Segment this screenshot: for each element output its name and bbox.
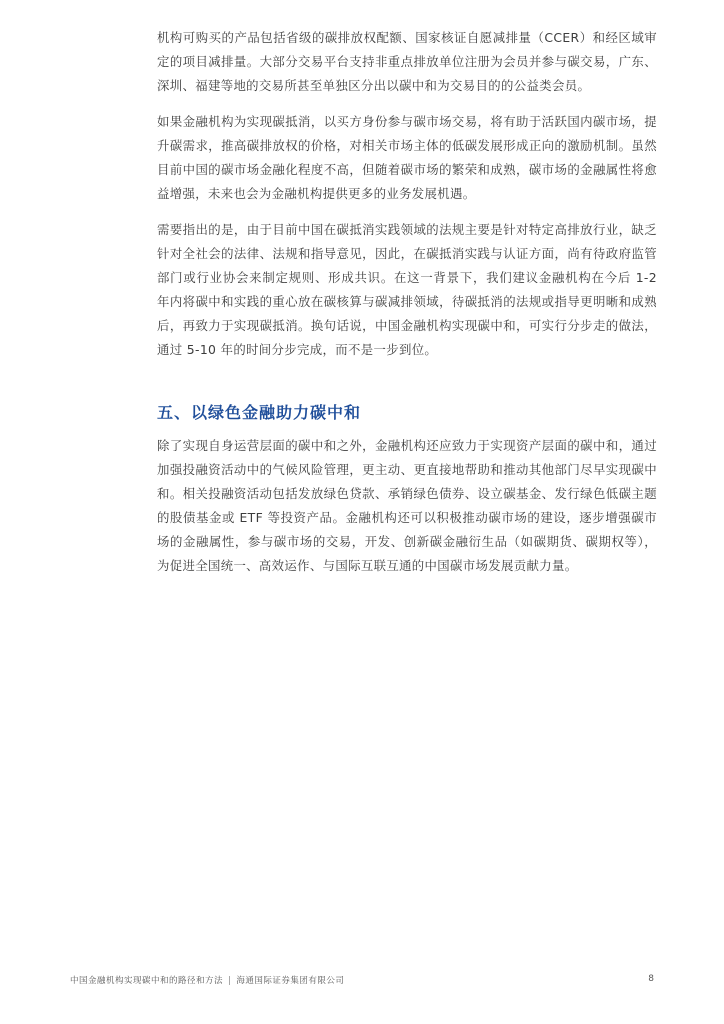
body-paragraph-1: 机构可购买的产品包括省级的碳排放权配额、国家核证自愿减排量（CCER）和经区域审定的项目减排量。大部分交易平台支持非重点排放单位注册为会员并参与碳交易，广东、深圳、福建等地的交易所甚至单独区分出以碳中和为交易目的的公益类会员。 — [157, 30, 657, 93]
footer-separator: | — [228, 976, 232, 986]
footer-source — [70, 974, 344, 986]
section-paragraph: 除了实现自身运营层面的碳中和之外，金融机构还应致力于实现资产层面的碳中和，通过加强投融资活动中的气候风险管理，更主动、更直接地帮助和推动其他部门尽早实现碳中和。相关投融资活动包括发放绿色贷款、承销绿色债券、设立碳基金、发行绿色低碳主题的股债基金或 ETF 等投资产品。金融机构还可以积极推动碳市场的建设，逐步增强碳市场的金融属性，参与碳市场的交易，开发、创新碳金融衍生品（如碳期货、碳期权等），为促进全国统一、高效运作、与国际互联互通的中国碳市场发展贡献力量。 — [157, 438, 657, 573]
section-heading: 五、以绿色金融助力碳中和 — [157, 403, 362, 422]
footer-company: 海通国际证券集团有限公司 — [236, 976, 345, 986]
footer-report-title: 中国金融机构实现碳中和的路径和方法 — [70, 976, 224, 986]
main-content — [157, 26, 657, 590]
body-paragraph-3: 需要指出的是，由于目前中国在碳抵消实践领域的法规主要是针对特定高排放行业，缺乏针对全社会的法律、法规和指导意见，因此，在碳抵消实践与认证方面，尚有待政府监管部门或行业协会来制定规则、形成共识。在这一背景下，我们建议金融机构在今后 1-2 年内将碳中和实践的重心放在碳核算与碳减排领域，待碳抵消的法规或指导更明晰和成熟后，再致力于实现碳抵消。换句话说，中国金融机构实现碳中和，可实行分步走的做法，通过 5-10 年的时间分步完成，而不是一步到位。 — [157, 222, 657, 357]
page-footer — [70, 974, 654, 988]
page-number: 8 — [648, 974, 654, 984]
body-paragraph-2: 如果金融机构为实现碳抵消，以买方身份参与碳市场交易，将有助于活跃国内碳市场，提升碳需求，推高碳排放权的价格，对相关市场主体的低碳发展形成正向的激励机制。虽然目前中国的碳市场金融化程度不高，但随着碳市场的繁荣和成熟，碳市场的金融属性将愈益增强，未来也会为金融机构提供更多的业务发展机遇。 — [157, 114, 657, 201]
